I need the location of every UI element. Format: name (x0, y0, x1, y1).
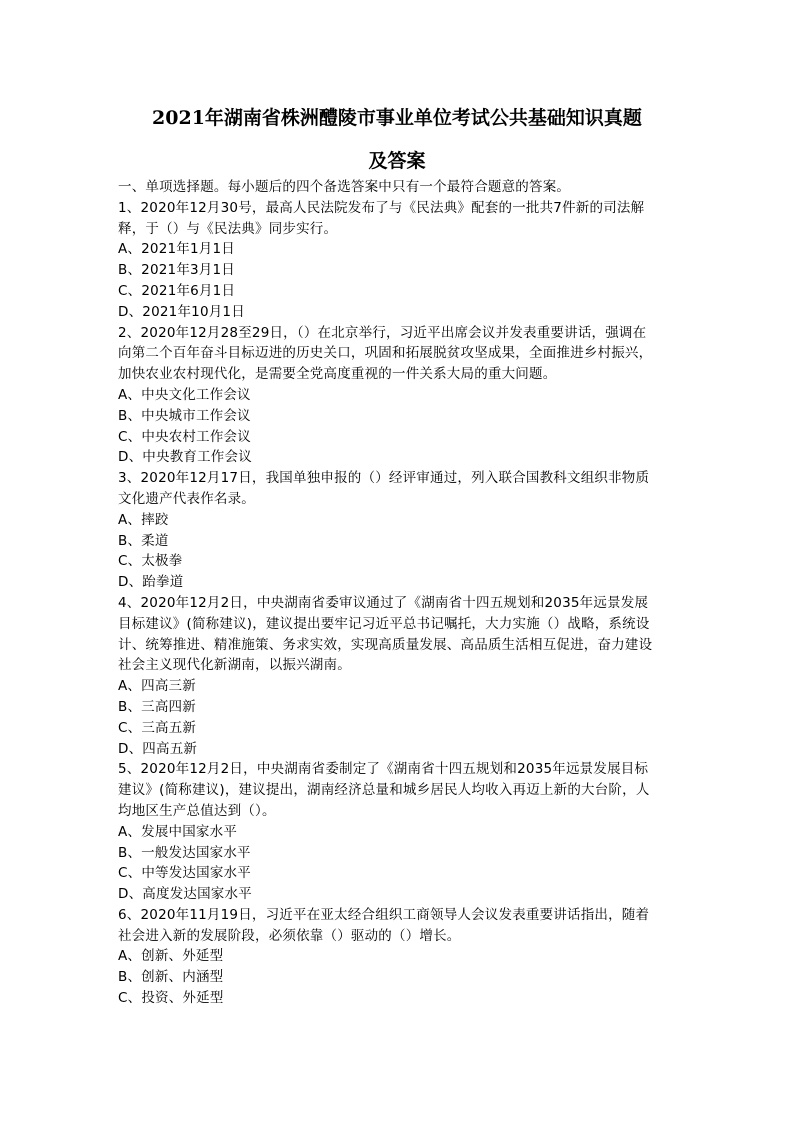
option-b: B、中央城市工作会议 (118, 407, 251, 424)
question-text: 6、2020年11月19日，习近平在亚太经合组织工商领导人会议发表重要讲话指出，随着 (118, 906, 650, 923)
question-text: 加快农业农村现代化，是需要全党高度重视的一件关系大局的重大问题。 (118, 366, 557, 383)
option-d: D、高度发达国家水平 (118, 886, 252, 903)
question-text: 目标建议》(简称建议)，建议提出要牢记习近平总书记嘱托，大力实施（）战略，系统设 (118, 615, 650, 632)
option-c: C、中央农村工作会议 (118, 428, 251, 445)
question-text: 社会主义现代化新湖南，以振兴湖南。 (118, 657, 351, 674)
option-c: C、太极拳 (118, 553, 183, 570)
question-2 (118, 323, 678, 469)
question-3 (118, 468, 678, 593)
question-text: 释，于（）与《民法典》同步实行。 (118, 220, 338, 237)
option-b: B、三高四新 (118, 698, 196, 715)
question-text: 3、2020年12月17日，我国单独申报的（）经评审通过，列入联合国教科文组织非物质 (118, 470, 650, 487)
question-5 (118, 759, 678, 905)
question-text: 2、2020年12月28至29日，（）在北京举行，习近平出席会议并发表重要讲话，强调在 (118, 324, 647, 341)
option-a: A、摔跤 (118, 511, 169, 528)
question-text: 计、统筹推进、精准施策、务求实效，实现高质量发展、高品质生活相互促进，奋力建设 (118, 636, 653, 653)
question-text: 向第二个百年奋斗目标迈进的历史关口，巩固和拓展脱贫攻坚成果，全面推进乡村振兴， (118, 345, 653, 362)
question-text: 4、2020年12月2日，中央湖南省委审议通过了《湖南省十四五规划和2035年远景发展 (118, 594, 649, 611)
option-b: B、柔道 (118, 532, 169, 549)
question-text: 5、2020年12月2日，中央湖南省委制定了《湖南省十四五规划和2035年远景发展目标 (118, 761, 649, 778)
option-d: D、跆拳道 (118, 574, 184, 591)
option-d: D、2021年10月1日 (118, 303, 245, 320)
option-b: B、创新、内涵型 (118, 969, 224, 986)
document-title-line-2: 及答案 (368, 150, 426, 172)
option-a: A、2021年1月1日 (118, 241, 235, 258)
question-text: 建议》(简称建议)，建议提出，湖南经济总量和城乡居民人均收入再迈上新的大台阶，人 (118, 782, 650, 799)
question-text: 社会进入新的发展阶段，必须依靠（）驱动的（）增长。 (118, 927, 461, 944)
option-a: A、中央文化工作会议 (118, 386, 251, 403)
question-6 (118, 905, 678, 1009)
option-d: D、四高五新 (118, 740, 198, 757)
option-a: A、发展中国家水平 (118, 823, 238, 840)
option-d: D、中央教育工作会议 (118, 449, 252, 466)
option-c: C、投资、外延型 (118, 990, 224, 1007)
document-body (118, 177, 678, 1009)
option-b: B、2021年3月1日 (118, 262, 235, 279)
question-text: 均地区生产总值达到（）。 (118, 802, 276, 819)
option-c: C、2021年6月1日 (118, 282, 236, 299)
option-a: A、四高三新 (118, 678, 196, 695)
option-c: C、三高五新 (118, 719, 197, 736)
document-title-line-1: 2021年湖南省株洲醴陵市事业单位考试公共基础知识真题 (152, 107, 642, 129)
question-text: 文化遗产代表作名录。 (118, 490, 255, 507)
option-b: B、一般发达国家水平 (118, 844, 251, 861)
question-1 (118, 198, 678, 323)
question-text: 1、2020年12月30号，最高人民法院发布了与《民法典》配套的一批共7件新的司法解 (118, 199, 645, 216)
option-a: A、创新、外延型 (118, 948, 224, 965)
section-intro: 一、单项选择题。每小题后的四个备选答案中只有一个最符合题意的答案。 (118, 179, 571, 195)
option-c: C、中等发达国家水平 (118, 865, 251, 882)
question-4 (118, 593, 678, 759)
